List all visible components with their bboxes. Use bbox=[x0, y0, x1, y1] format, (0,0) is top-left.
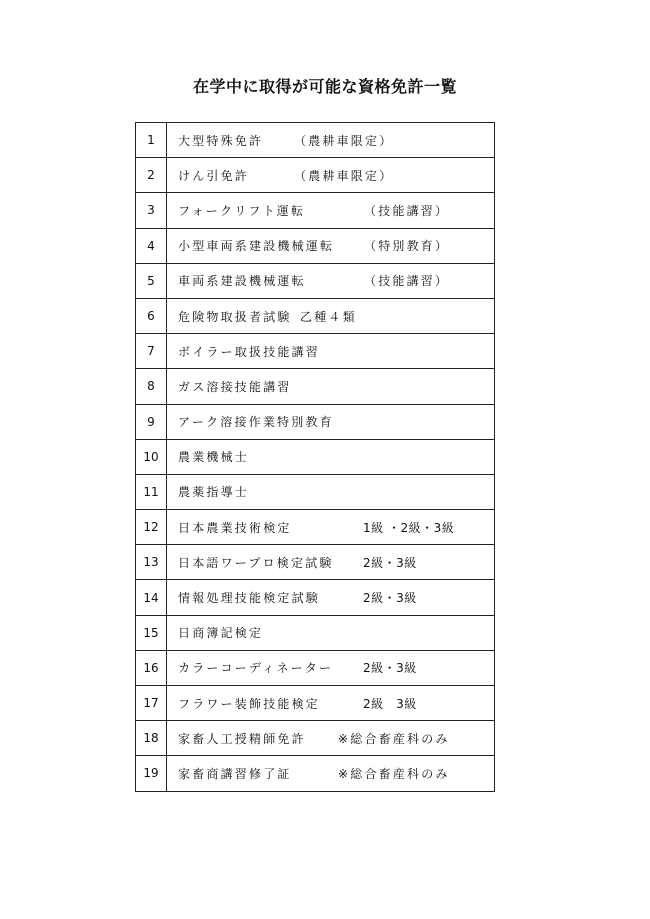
row-number: 6 bbox=[136, 298, 167, 333]
qualification-cell bbox=[167, 263, 495, 298]
qualification-name: 家畜人工授精師免許 bbox=[178, 731, 306, 746]
qualification-note: 2級・3級 bbox=[363, 591, 417, 606]
table-row bbox=[136, 615, 495, 650]
qualification-cell bbox=[167, 369, 495, 404]
table-row bbox=[136, 369, 495, 404]
table-row bbox=[136, 756, 495, 791]
qualification-name: フォークリフト運転 bbox=[178, 203, 306, 218]
qualification-cell bbox=[167, 756, 495, 791]
qualification-note: 2級 3級 bbox=[363, 696, 417, 711]
row-number: 12 bbox=[136, 510, 167, 545]
qualification-note: （技能講習） bbox=[364, 203, 450, 218]
qualification-cell bbox=[167, 580, 495, 615]
row-number: 3 bbox=[136, 193, 167, 228]
qualification-name: けん引免許 bbox=[178, 168, 250, 183]
qualification-cell bbox=[167, 510, 495, 545]
qualification-cell bbox=[167, 721, 495, 756]
row-number: 4 bbox=[136, 228, 167, 263]
row-number: 11 bbox=[136, 474, 167, 509]
row-number: 1 bbox=[136, 123, 167, 158]
qualification-name: ガス溶接技能講習 bbox=[178, 379, 292, 394]
row-number: 18 bbox=[136, 721, 167, 756]
qualification-cell bbox=[167, 298, 495, 333]
row-number: 15 bbox=[136, 615, 167, 650]
qualification-name: 危険物取扱者試験 bbox=[178, 309, 292, 324]
table-row bbox=[136, 650, 495, 685]
row-number: 9 bbox=[136, 404, 167, 439]
table-row bbox=[136, 123, 495, 158]
table-row bbox=[136, 334, 495, 369]
row-number: 13 bbox=[136, 545, 167, 580]
qualification-note: （農耕車限定） bbox=[294, 133, 394, 148]
qualification-note: 1級 ・2級・3級 bbox=[363, 520, 455, 535]
table-row bbox=[136, 510, 495, 545]
qualification-name: ボイラー取扱技能講習 bbox=[178, 344, 321, 359]
table-row bbox=[136, 686, 495, 721]
row-number: 8 bbox=[136, 369, 167, 404]
qualification-cell bbox=[167, 228, 495, 263]
table-row bbox=[136, 545, 495, 580]
qualification-note: 2級・3級 bbox=[363, 661, 417, 676]
qualification-cell bbox=[167, 193, 495, 228]
table-row bbox=[136, 158, 495, 193]
row-number: 14 bbox=[136, 580, 167, 615]
license-table bbox=[135, 122, 495, 792]
qualification-cell bbox=[167, 545, 495, 580]
qualification-name: アーク溶接作業特別教育 bbox=[178, 415, 334, 430]
qualification-note: （農耕車限定） bbox=[294, 168, 394, 183]
qualification-name: 農業機械士 bbox=[178, 450, 250, 465]
qualification-name: 日本語ワープロ検定試験 bbox=[178, 555, 334, 570]
qualification-cell bbox=[167, 474, 495, 509]
qualification-note: （技能講習） bbox=[364, 274, 450, 289]
page-title: 在学中に取得が可能な資格免許一覧 bbox=[192, 77, 457, 96]
row-number: 2 bbox=[136, 158, 167, 193]
qualification-note: ※総合畜産科のみ bbox=[338, 766, 450, 781]
qualification-note: （特別教育） bbox=[364, 239, 450, 254]
table-row bbox=[136, 228, 495, 263]
qualification-name: 情報処理技能検定試験 bbox=[178, 591, 321, 606]
row-number: 16 bbox=[136, 650, 167, 685]
qualification-cell bbox=[167, 615, 495, 650]
table-row bbox=[136, 439, 495, 474]
qualification-cell bbox=[167, 404, 495, 439]
table-row bbox=[136, 263, 495, 298]
qualification-name: カラーコーディネーター bbox=[178, 661, 334, 676]
table-row bbox=[136, 474, 495, 509]
qualification-name: 家畜商講習修了証 bbox=[178, 766, 292, 781]
qualification-cell bbox=[167, 686, 495, 721]
qualification-note: 2級・3級 bbox=[363, 555, 417, 570]
qualification-name: フラワー装飾技能検定 bbox=[178, 696, 321, 711]
qualification-name: 日本農業技術検定 bbox=[178, 520, 292, 535]
qualification-name: 小型車両系建設機械運転 bbox=[178, 239, 335, 254]
row-number: 5 bbox=[136, 263, 167, 298]
qualification-cell bbox=[167, 650, 495, 685]
qualification-name: 車両系建設機械運転 bbox=[178, 274, 306, 289]
table-row bbox=[136, 721, 495, 756]
table-row bbox=[136, 404, 495, 439]
qualification-cell bbox=[167, 439, 495, 474]
qualification-note: 乙種４類 bbox=[300, 309, 357, 324]
table-row bbox=[136, 298, 495, 333]
row-number: 17 bbox=[136, 686, 167, 721]
qualification-cell bbox=[167, 123, 495, 158]
qualification-name: 農薬指導士 bbox=[178, 485, 250, 500]
row-number: 7 bbox=[136, 334, 167, 369]
qualification-name: 大型特殊免許 bbox=[178, 133, 264, 148]
qualification-cell bbox=[167, 158, 495, 193]
qualification-note: ※総合畜産科のみ bbox=[338, 731, 450, 746]
row-number: 19 bbox=[136, 756, 167, 791]
table-row bbox=[136, 193, 495, 228]
qualification-name: 日商簿記検定 bbox=[178, 626, 264, 641]
row-number: 10 bbox=[136, 439, 167, 474]
qualification-cell bbox=[167, 334, 495, 369]
table-row bbox=[136, 580, 495, 615]
